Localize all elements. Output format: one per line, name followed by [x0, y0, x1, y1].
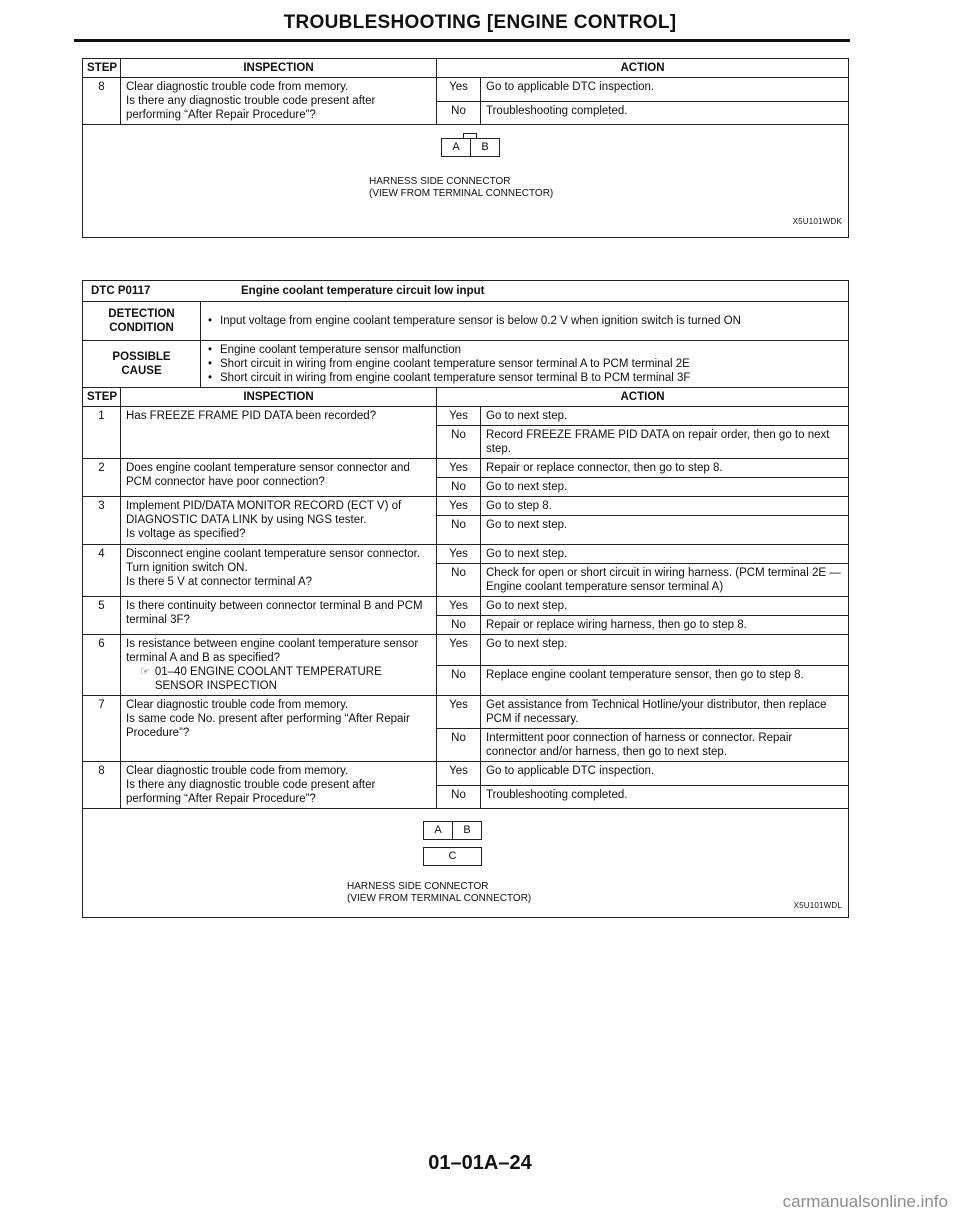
- answer-yes: Yes: [437, 545, 481, 564]
- connector-pin: B: [481, 141, 489, 153]
- answer-no: No: [437, 516, 481, 545]
- answer-no: No: [437, 101, 481, 125]
- header-rule: [74, 39, 850, 42]
- figure-ref: X5U101WDK: [792, 217, 842, 226]
- connector-pin: A: [424, 822, 453, 839]
- answer-yes: Yes: [437, 696, 481, 729]
- action-yes: Go to next step.: [481, 597, 849, 616]
- detection-text: • Input voltage from engine coolant temperature sensor is below 0.2 V when ignition switch is turned ON: [206, 314, 843, 328]
- step-number: 8: [83, 762, 121, 809]
- table-row: [83, 545, 849, 564]
- cause-item: • Short circuit in wiring from engine coolant temperature sensor terminal A to PCM terminal 2E: [206, 357, 843, 371]
- diagram-row: [83, 809, 849, 918]
- step-number: 2: [83, 459, 121, 497]
- inspection-text: Implement PID/DATA MONITOR RECORD (ECT V) of DIAGNOSTIC DATA LINK by using NGS tester. Is voltage as specified?: [121, 497, 437, 545]
- reference-text: 01–40 ENGINE COOLANT TEMPERATURE SENSOR INSPECTION: [154, 666, 382, 692]
- action-no: Replace engine coolant temperature sensor, then go to step 8.: [481, 665, 849, 696]
- action-yes: Go to next step.: [481, 407, 849, 426]
- inspection-text: Is resistance between engine coolant temperature sensor terminal A and B as specified?: [126, 638, 419, 664]
- dtc-table: [82, 280, 849, 918]
- connector-pin: B: [463, 824, 471, 836]
- connector-pin: A: [442, 139, 471, 156]
- answer-yes: Yes: [437, 762, 481, 786]
- action-no: Go to next step.: [481, 516, 849, 545]
- watermark-link[interactable]: carmanualsonline.info: [782, 1192, 948, 1211]
- top-inspection-table: [82, 58, 849, 238]
- col-action: ACTION: [437, 388, 849, 407]
- col-step: STEP: [83, 388, 121, 407]
- action-yes: Go to applicable DTC inspection.: [481, 78, 849, 102]
- step-number: 6: [83, 635, 121, 696]
- inspection-text: Has FREEZE FRAME PID DATA been recorded?: [121, 407, 437, 459]
- inspection-text: Disconnect engine coolant temperature sensor connector. Turn ignition switch ON. Is there 5 V at connector terminal A?: [121, 545, 437, 597]
- connector-diagram: [83, 809, 849, 918]
- step-number: 4: [83, 545, 121, 597]
- step-number: 1: [83, 407, 121, 459]
- answer-yes: Yes: [437, 459, 481, 478]
- action-yes: Go to next step.: [481, 545, 849, 564]
- table-row: [83, 497, 849, 516]
- connector-diagram: [83, 125, 849, 238]
- answer-yes: Yes: [437, 635, 481, 666]
- table-row: [83, 459, 849, 478]
- inspection-text: Is there continuity between connector terminal B and PCM terminal 3F?: [121, 597, 437, 635]
- figure-ref: X5U101WDL: [793, 901, 843, 910]
- action-yes: Repair or replace connector, then go to step 8.: [481, 459, 849, 478]
- inspection-text: Clear diagnostic trouble code from memory. Is same code No. present after performing “After Repair Procedure”?: [121, 696, 437, 762]
- dtc-code: DTC P0117: [91, 285, 151, 297]
- cause-item: • Engine coolant temperature sensor malfunction: [206, 343, 843, 357]
- cause-row: [83, 341, 849, 388]
- step-number: 8: [83, 78, 121, 125]
- answer-no: No: [437, 564, 481, 597]
- table-row: [83, 597, 849, 616]
- col-inspection: INSPECTION: [121, 59, 437, 78]
- action-no: Record FREEZE FRAME PID DATA on repair order, then go to next step.: [481, 426, 849, 459]
- inspection-cell: [121, 635, 437, 696]
- connector-pin: C: [448, 850, 457, 862]
- reference-pointer-icon: ☞: [140, 666, 150, 678]
- answer-no: No: [437, 729, 481, 762]
- answer-yes: Yes: [437, 78, 481, 102]
- answer-yes: Yes: [437, 597, 481, 616]
- col-action: ACTION: [437, 59, 849, 78]
- possible-causes: [201, 341, 849, 388]
- step-number: 5: [83, 597, 121, 635]
- answer-no: No: [437, 426, 481, 459]
- diagram-row: [83, 125, 849, 238]
- col-step: STEP: [83, 59, 121, 78]
- cause-item: • Short circuit in wiring from engine coolant temperature sensor terminal B to PCM terminal 3F: [206, 371, 843, 385]
- answer-no: No: [437, 785, 481, 809]
- harness-connector-upper: [423, 821, 482, 840]
- inspection-text: Clear diagnostic trouble code from memory. Is there any diagnostic trouble code present after performing “After Repair Procedure”?: [121, 78, 437, 125]
- action-no: Intermittent poor connection of harness or connector. Repair connector and/or harness, then go to next step.: [481, 729, 849, 762]
- action-yes: Go to applicable DTC inspection.: [481, 762, 849, 786]
- table-row: [83, 635, 849, 666]
- table-header-row: [83, 59, 849, 78]
- step-number: 3: [83, 497, 121, 545]
- detection-condition: [201, 302, 849, 341]
- action-yes: Get assistance from Technical Hotline/your distributor, then replace PCM if necessary.: [481, 696, 849, 729]
- table-row: [83, 407, 849, 426]
- action-no: Check for open or short circuit in wiring harness. (PCM terminal 2E — Engine coolant temperature sensor terminal A): [481, 564, 849, 597]
- dtc-title: Engine coolant temperature circuit low input: [241, 285, 485, 297]
- table-row: [83, 78, 849, 102]
- action-yes: Go to next step.: [481, 635, 849, 666]
- action-no: Repair or replace wiring harness, then go to step 8.: [481, 616, 849, 635]
- dtc-heading: [83, 281, 849, 302]
- connector-caption: HARNESS SIDE CONNECTOR (VIEW FROM TERMINAL CONNECTOR): [369, 176, 554, 199]
- answer-yes: Yes: [437, 407, 481, 426]
- action-no: Troubleshooting completed.: [481, 785, 849, 809]
- detection-label: DETECTION CONDITION: [83, 302, 201, 341]
- page-number: 01–01A–24: [428, 1152, 532, 1174]
- answer-no: No: [437, 616, 481, 635]
- inspection-text: Does engine coolant temperature sensor connector and PCM connector have poor connection?: [121, 459, 437, 497]
- action-no: Go to next step.: [481, 478, 849, 497]
- answer-yes: Yes: [437, 497, 481, 516]
- manual-reference: [126, 665, 431, 693]
- table-row: [83, 696, 849, 729]
- dtc-title-row: [83, 281, 849, 302]
- answer-no: No: [437, 665, 481, 696]
- answer-no: No: [437, 478, 481, 497]
- connector-caption: HARNESS SIDE CONNECTOR (VIEW FROM TERMINAL CONNECTOR): [347, 881, 532, 904]
- col-inspection: INSPECTION: [121, 388, 437, 407]
- inspection-text: Clear diagnostic trouble code from memory. Is there any diagnostic trouble code present after performing “After Repair Procedure”?: [121, 762, 437, 809]
- cause-label: POSSIBLE CAUSE: [83, 341, 201, 388]
- page-header: TROUBLESHOOTING [ENGINE CONTROL]: [283, 12, 677, 33]
- harness-connector-lower: [423, 847, 482, 866]
- table-header-row: [83, 388, 849, 407]
- step-number: 7: [83, 696, 121, 762]
- table-row: [83, 762, 849, 786]
- action-no: Troubleshooting completed.: [481, 101, 849, 125]
- harness-connector: [441, 138, 500, 157]
- action-yes: Go to step 8.: [481, 497, 849, 516]
- detection-row: [83, 302, 849, 341]
